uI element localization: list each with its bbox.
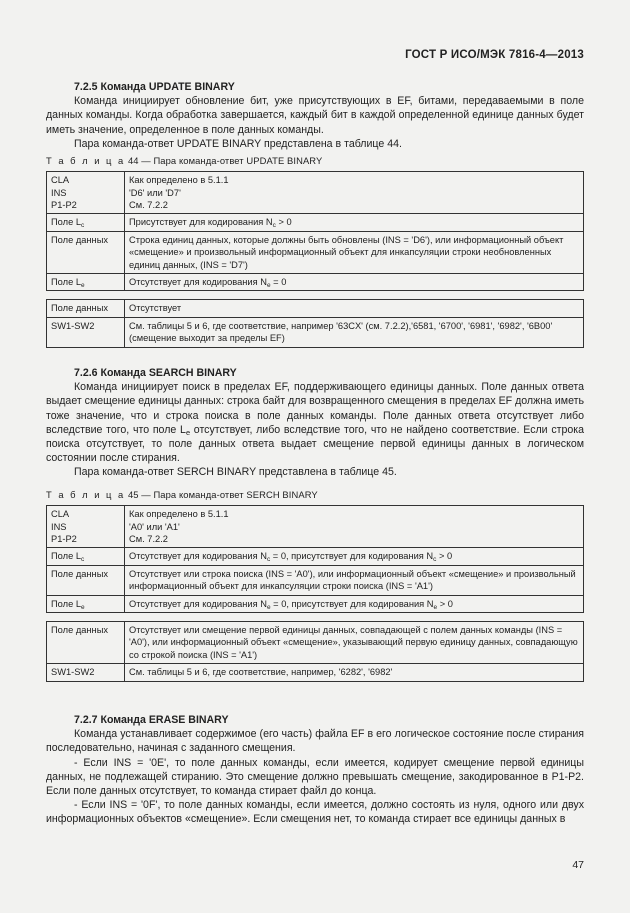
paragraph: Команда инициирует поиск в пределах EF, поддерживающего единицы данных. Поле данных ответа выдает смещение единицы данных: строка байт для возвращенного смещения в пределах EF должна иметь тоже значение, что и строка поиска в поле данных команды. Поле данных ответа отсутствует либо вследствие того, что поле $L_e$ отсутствует, либо вследствие того, что не найдено соответствие. Если строка поиска отсутствует, то поле данных ответа выдает смещение первой единицы данных в логическом состоянии после стирания. — [46, 381, 585, 465]
field-name-cell: Поле $L_e$ — [47, 595, 125, 612]
section-heading: 7.2.5 Команда UPDATE BINARY — [74, 81, 235, 93]
table-row — [47, 506, 584, 548]
field-value-cell: Отсутствует — [125, 300, 584, 317]
field-name-cell: Поле данных — [47, 565, 125, 595]
table-row — [47, 622, 584, 664]
section-7-2-5 — [46, 80, 584, 151]
table-row — [47, 274, 584, 291]
field-name-cell: Поле данных — [47, 231, 125, 273]
field-name-cell: Поле $L_c$ — [47, 214, 125, 231]
table-row — [47, 300, 584, 317]
standard-number: ГОСТ Р ИСО/МЭК 7816-4—2013 — [405, 49, 584, 61]
field-name-cell: Поле $L_c$ — [47, 548, 125, 565]
field-name-cell: CLA INS P1-P2 — [47, 506, 125, 548]
field-value-cell: Строка единиц данных, которые должны быть обновлены (INS = 'D6'), или информационный объект «смещение» и произвольный информационный объект для инкапсуляции строки необновленных единиц данных, (INS = 'D7') — [125, 231, 584, 273]
table-44-block — [46, 154, 584, 348]
section-7-2-7 — [46, 713, 584, 827]
table-caption: Т а б л и ц а 44 — Пара команда-ответ UPDATE BINARY — [46, 155, 323, 166]
field-value-cell: Отсутствует для кодирования $N_e = 0$, присутствует для кодирования $N_e > 0$ — [125, 595, 584, 612]
field-name-cell: Поле данных — [47, 300, 125, 317]
table-caption: Т а б л и ц а 45 — Пара команда-ответ SERCH BINARY — [46, 489, 318, 500]
field-name-cell: CLA INS P1-P2 — [47, 172, 125, 214]
section-7-2-6 — [46, 366, 584, 480]
field-value-cell: См. таблицы 5 и 6, где соответствие, например, '6282', '6982' — [125, 664, 584, 681]
table-45-block — [46, 488, 584, 682]
section-heading: 7.2.7 Команда ERASE BINARY — [74, 714, 229, 726]
paragraph: Пара команда-ответ UPDATE BINARY представлена в таблице 44. — [74, 137, 402, 150]
field-value-cell: Отсутствует для кодирования $N_c = 0$, присутствует для кодирования $N_c > 0$ — [125, 548, 584, 565]
field-value-cell: Отсутствует для кодирования $N_e = 0$ — [125, 274, 584, 291]
field-name-cell: Поле $L_e$ — [47, 274, 125, 291]
table-row — [47, 565, 584, 595]
paragraph: Команда инициирует обновление бит, уже присутствующих в EF, битами, передаваемыми в поле данных команды. Когда обработка завершается, каждый бит в каждой определенной единице данных будет иметь значение, определенное в поле данных команды. — [46, 95, 584, 136]
field-value-cell: Отсутствует или смещение первой единицы данных, совпадающей с полем данных команды (INS = 'A0'), или информационный объект «смещение», указывающий первую единицу данных, совпадающую со строкой поиска (INS = 'A1') — [125, 622, 584, 664]
page-number: 47 — [572, 859, 584, 871]
table-row — [47, 664, 584, 681]
table-44-response — [46, 299, 584, 347]
field-value-cell: См. таблицы 5 и 6, где соответствие, например '63CX' (см. 7.2.2),'6581, '6700', '6981', '6982', '6B00' (смещение выходит за пределы EF) — [125, 317, 584, 347]
paragraph: Команда устанавливает содержимое (его часть) файла EF в его логическое состояние после стирания последовательно, начиная с заданного смещения. — [46, 728, 584, 755]
table-row — [47, 595, 584, 612]
table-row — [47, 231, 584, 273]
field-value-cell: Отсутствует или строка поиска (INS = 'A0'), или информационный объект «смещение» и произвольный информационный объект для инкапсуляции строки поиска (INS = 'A1') — [125, 565, 584, 595]
field-name-cell: SW1-SW2 — [47, 664, 125, 681]
paragraph: Пара команда-ответ SERCH BINARY представлена в таблице 45. — [74, 466, 397, 479]
table-row — [47, 317, 584, 347]
paragraph: - Если INS = '0F', то поле данных команды, если имеется, должно состоять из нуля, одного или двух информационных объектов «смещение». Если смещения нет, то команда стирает все единицы данных в — [46, 799, 584, 826]
table-row — [47, 548, 584, 565]
section-heading: 7.2.6 Команда SEARCH BINARY — [74, 367, 237, 379]
paragraph: - Если INS = '0E', то поле данных команды, если имеется, кодирует смещение первой единицы данных, не подлежащей стиранию. Это смещение должно превышать смещение, закодированное в P1-P2. Если поле данных отсутствует, то команда стирает файл до конца. — [46, 756, 584, 798]
field-value-cell: Как определено в 5.1.1 'D6' или 'D7' См. 7.2.2 — [125, 172, 584, 214]
field-value-cell: Присутствует для кодирования $N_c > 0$ — [125, 214, 584, 231]
field-name-cell: Поле данных — [47, 622, 125, 664]
table-45-response — [46, 621, 584, 682]
field-value-cell: Как определено в 5.1.1 'A0' или 'A1' См. 7.2.2 — [125, 506, 584, 548]
table-row — [47, 214, 584, 231]
field-name-cell: SW1-SW2 — [47, 317, 125, 347]
table-44-command — [46, 171, 584, 291]
table-row — [47, 172, 584, 214]
table-45-command — [46, 505, 584, 613]
